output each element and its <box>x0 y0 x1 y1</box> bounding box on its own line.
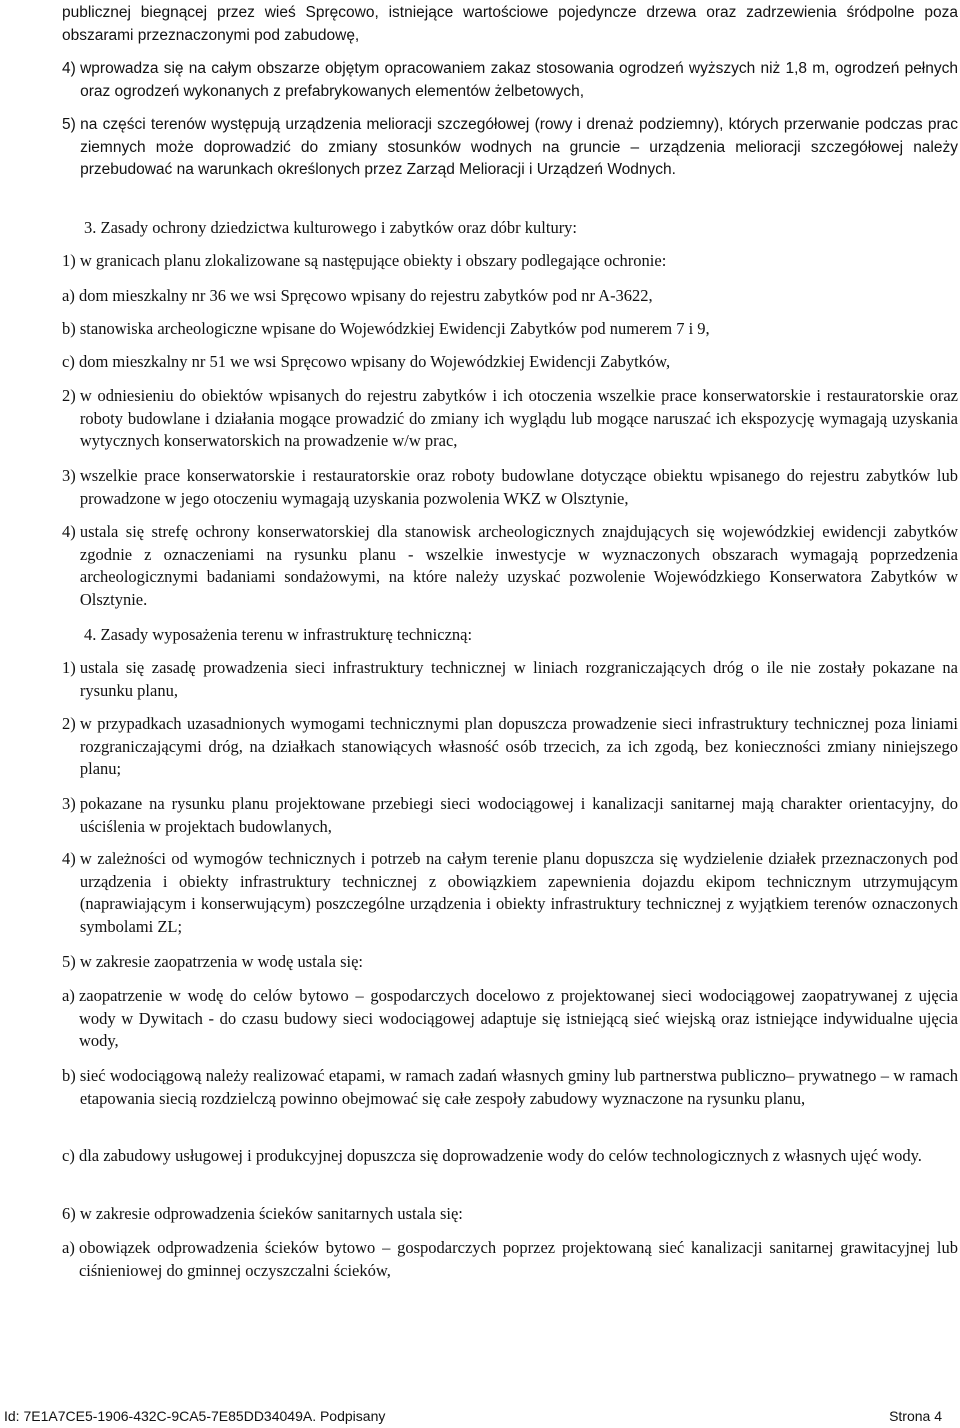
heading-text: 3. Zasady ochrony dziedzictwa kulturowego i zabytków oraz dóbr kultury: <box>84 218 578 237</box>
heading-text: 4. Zasady wyposażenia terenu w infrastrukturę techniczną: <box>84 625 473 644</box>
item-text: w odniesieniu do obiektów wpisanych do rejestru zabytków i ich otoczenia wszelkie prace konserwatorskie i restauratorskie oraz roboty budowlane i działania mogące prowadzić do zmiany ich wyglądu lub mogące naruszać ich ekspozycję wymagają uzyskania wytycznych konserwatorskich na prowadzenie w/w prac, <box>79 386 958 450</box>
list-item <box>62 713 958 781</box>
sub-item <box>62 1065 958 1110</box>
item-number: 2) <box>62 386 80 405</box>
item-number: 1) <box>62 251 80 270</box>
page-number: Strona 4 <box>889 1408 942 1424</box>
section-heading <box>62 217 960 240</box>
list-item <box>62 793 958 838</box>
item-number: b) <box>62 1066 80 1085</box>
item-text: w zakresie odprowadzenia ścieków sanitarnych ustala się: <box>79 1204 463 1223</box>
paragraph-text: publicznej biegnącej przez wieś Spręcowo, istniejące wartościowe pojedyncze drzewa oraz zadrzewienia śródpolne poza obszarami przeznaczonymi pod zabudowę, <box>62 4 958 44</box>
item-number: b) <box>62 319 80 338</box>
sub-item <box>62 351 958 374</box>
list-item <box>62 521 958 611</box>
list-item <box>62 385 958 453</box>
list-item <box>62 848 958 938</box>
item-number: 3) <box>62 794 80 813</box>
item-text: w granicach planu zlokalizowane są następujące obiekty i obszary podlegające ochronie: <box>79 251 667 270</box>
item-text: sieć wodociągową należy realizować etapami, w ramach zadań własnych gminy lub partnerstwa publiczno– prywatnego – w ramach etapowania siecią rozdzielczą powinno obejmować się całe zespoły zabudowy wyznaczone na rysunku planu, <box>79 1066 958 1108</box>
sub-item <box>62 1145 958 1168</box>
item-text: wszelkie prace konserwatorskie i restauratorskie oraz roboty budowlane dotyczące obiektu wpisanego do rejestru zabytków lub prowadzone w jego otoczeniu wymagają uzyskania pozwolenia WKZ w Olsztynie, <box>79 466 958 508</box>
item-number: c) <box>62 352 79 371</box>
item-text: w przypadkach uzasadnionych wymogami technicznymi plan dopuszcza prowadzenie sieci infrastruktury technicznej poza liniami rozgraniczającymi dróg, na działkach stanowiących własność osób trzecich, za ich zgodą, bez konieczności zmiany niniejszego planu; <box>79 714 958 778</box>
item-text: pokazane na rysunku planu projektowane przebiegi sieci wodociągowej i kanalizacji sanitarnej mają charakter orientacyjny, do uściślenia w projektach budowlanych, <box>79 794 958 836</box>
item-number: 1) <box>62 658 80 677</box>
sub-item <box>62 985 958 1053</box>
item-number: a) <box>62 1238 79 1257</box>
item-number: 5) <box>62 116 81 133</box>
item-text: w zależności od wymogów technicznych i potrzeb na całym terenie planu dopuszcza się wydzielenie działek przeznaczonych pod urządzenia i obiekty infrastruktury technicznej z obowiązkiem zapewnienia dojazdu ekipom technicznym utrzymującym (naprawiającym i konserwującym) poszczególne urządzenia i obiekty infrastruktury technicznej z wyjątkiem terenów oznaczonych symbolami ZL; <box>79 849 958 936</box>
item-text: dom mieszkalny nr 36 we wsi Spręcowo wpisany do rejestru zabytków pod nr A-3622, <box>78 286 653 305</box>
item-text: w zakresie zaopatrzenia w wodę ustala się: <box>79 952 363 971</box>
item-text: ustala się zasadę prowadzenia sieci infrastruktury technicznej w liniach rozgraniczających dróg o ile nie zostały pokazane na rysunku planu, <box>79 658 958 700</box>
item-number: 4) <box>62 60 81 77</box>
item-text: dla zabudowy usługowej i produkcyjnej dopuszcza się doprowadzenie wody do celów technologicznych z własnych ujęć wody. <box>78 1146 922 1165</box>
document-id: Id: 7E1A7CE5-1906-432C-9CA5-7E85DD34049A. Podpisany <box>4 1408 386 1424</box>
continuation-paragraph <box>62 2 958 47</box>
item-number: 5) <box>62 952 80 971</box>
item-number: 3) <box>62 466 80 485</box>
sub-item <box>62 318 958 341</box>
item-text: obowiązek odprowadzenia ścieków bytowo – gospodarczych poprzez projektowaną sieć kanalizacji sanitarnej grawitacyjnej lub ciśnieniowej do gminnej oczyszczalni ścieków, <box>78 1238 958 1280</box>
item-number: a) <box>62 286 79 305</box>
item-number: 4) <box>62 849 80 868</box>
item-text: dom mieszkalny nr 51 we wsi Spręcowo wpisany do Wojewódzkiej Ewidencji Zabytków, <box>78 352 671 371</box>
item-text: na części terenów występują urządzenia melioracji szczegółowej (rowy i drenaż podziemny), których przerwanie podczas prac ziemnych może doprowadzić do zmiany stosunków wodnych na gruncie – urządzenia melioracji szczegółowej należy przebudować na warunkach określonych przez Zarząd Melioracji i Urządzeń Wodnych. <box>80 116 958 178</box>
list-item <box>62 951 958 974</box>
item-number: a) <box>62 986 79 1005</box>
list-item <box>62 250 958 273</box>
section-heading <box>62 624 960 647</box>
item-number: c) <box>62 1146 79 1165</box>
item-text: wprowadza się na całym obszarze objętym opracowaniem zakaz stosowania ogrodzeń wyższych niż 1,8 m, ogrodzeń pełnych oraz ogrodzeń wykonanych z prefabrykowanych elementów żelbetowych, <box>80 60 958 100</box>
list-item <box>62 58 958 103</box>
list-item <box>62 657 958 702</box>
item-number: 2) <box>62 714 80 733</box>
item-text: zaopatrzenie w wodę do celów bytowo – gospodarczych docelowo z projektowanej sieci wodociągowej zaopatrywanej z ujęcia wody w Dywitach - do czasu budowy sieci wodociągowej adaptuje się istniejącą sieć wiejską oraz istniejące indywidualne ujęcia wody, <box>78 986 958 1050</box>
item-number: 4) <box>62 522 80 541</box>
list-item <box>62 465 958 510</box>
list-item <box>62 114 958 182</box>
sub-item <box>62 285 958 308</box>
sub-item <box>62 1237 958 1282</box>
page-footer <box>0 1408 960 1428</box>
list-item <box>62 1203 958 1226</box>
item-text: ustala się strefę ochrony konserwatorskiej dla stanowisk archeologicznych znajdujących się wojewódzkiej ewidencji zabytków zgodnie z oznaczeniami na rysunku planu - wszelkie inwestycje w wyznaczonych obszarach wymagają poprzedzenia archeologicznymi badaniami sondażowymi, na które należy uzyskać pozwolenie Wojewódzkiego Konserwatora Zabytków w Olsztynie. <box>79 522 958 609</box>
item-number: 6) <box>62 1204 80 1223</box>
item-text: stanowiska archeologiczne wpisane do Wojewódzkiej Ewidencji Zabytków pod numerem 7 i 9, <box>79 319 710 338</box>
